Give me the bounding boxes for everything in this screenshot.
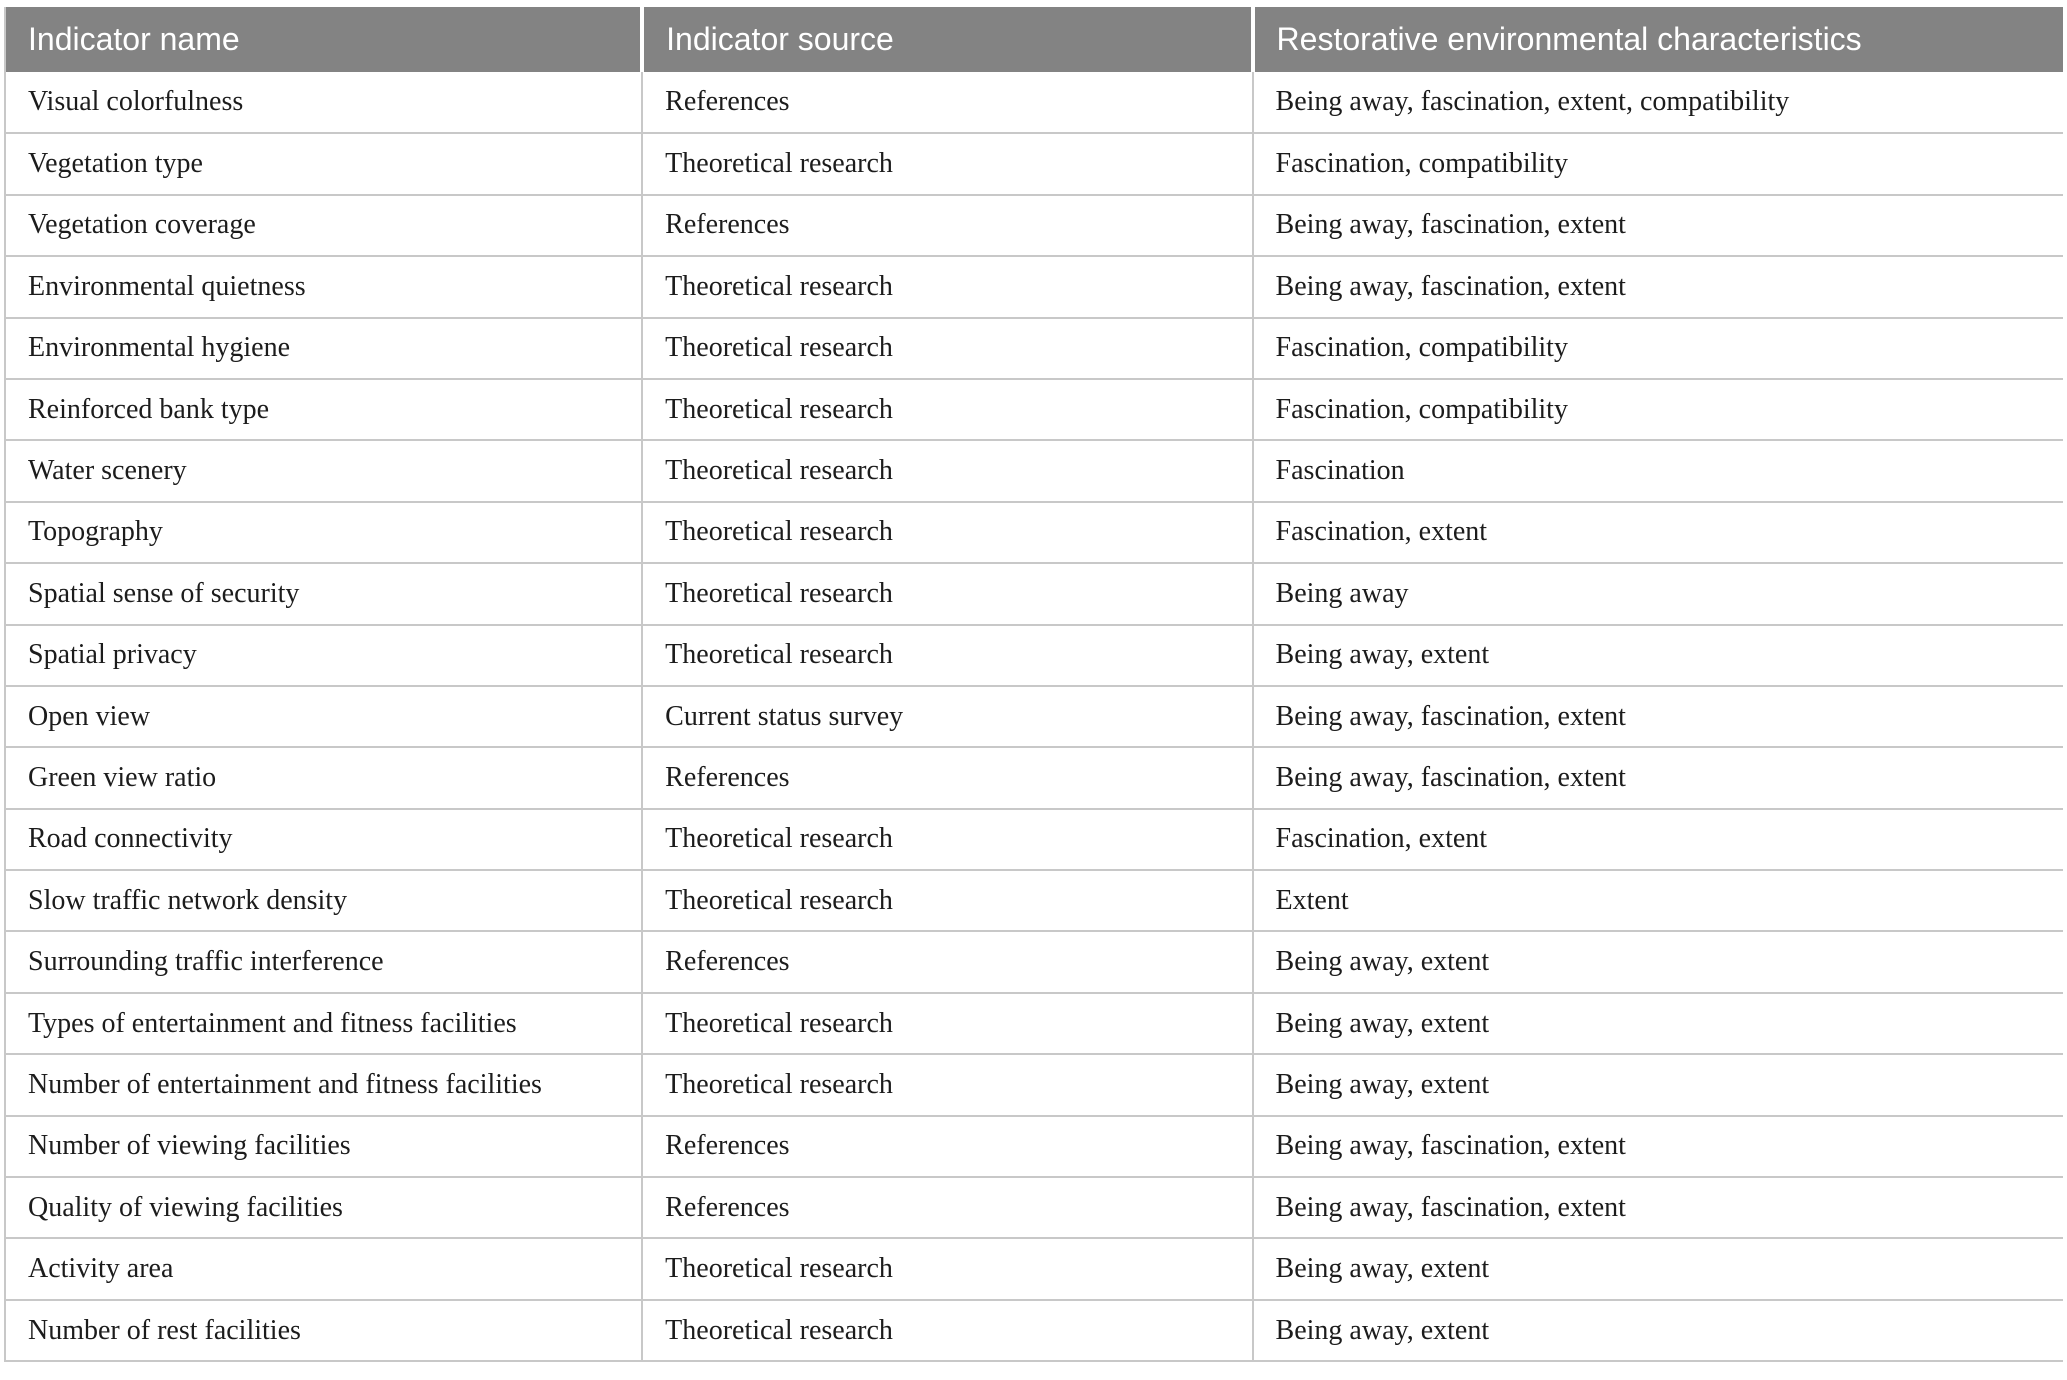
table-row bbox=[5, 379, 2063, 440]
cell-characteristics: Being away, extent bbox=[1253, 1238, 2063, 1299]
cell-indicator-source: Theoretical research bbox=[642, 440, 1252, 501]
cell-indicator-name: Quality of viewing facilities bbox=[5, 1177, 642, 1238]
cell-indicator-name: Number of entertainment and fitness facilities bbox=[5, 1054, 642, 1115]
cell-characteristics: Fascination, compatibility bbox=[1253, 133, 2063, 194]
cell-characteristics: Fascination, extent bbox=[1253, 809, 2063, 870]
cell-characteristics: Fascination bbox=[1253, 440, 2063, 501]
cell-characteristics: Being away, fascination, extent bbox=[1253, 195, 2063, 256]
cell-characteristics: Being away, fascination, extent bbox=[1253, 1116, 2063, 1177]
table-row bbox=[5, 195, 2063, 256]
table-row bbox=[5, 1116, 2063, 1177]
table-row bbox=[5, 318, 2063, 379]
column-header-indicator-name: Indicator name bbox=[5, 7, 642, 72]
cell-indicator-name: Spatial privacy bbox=[5, 625, 642, 686]
table-row bbox=[5, 1177, 2063, 1238]
column-header-indicator-source: Indicator source bbox=[642, 7, 1252, 72]
cell-indicator-name: Visual colorfulness bbox=[5, 72, 642, 133]
table-row bbox=[5, 1054, 2063, 1115]
table-row bbox=[5, 502, 2063, 563]
cell-indicator-source: Current status survey bbox=[642, 686, 1252, 747]
cell-characteristics: Being away, fascination, extent, compatibility bbox=[1253, 72, 2063, 133]
table-row bbox=[5, 931, 2063, 992]
cell-indicator-source: Theoretical research bbox=[642, 625, 1252, 686]
cell-indicator-name: Green view ratio bbox=[5, 747, 642, 808]
cell-indicator-source: References bbox=[642, 1177, 1252, 1238]
table-row bbox=[5, 1300, 2063, 1361]
cell-indicator-source: Theoretical research bbox=[642, 1054, 1252, 1115]
cell-indicator-source: References bbox=[642, 72, 1252, 133]
cell-characteristics: Being away, fascination, extent bbox=[1253, 1177, 2063, 1238]
table-row bbox=[5, 72, 2063, 133]
cell-characteristics: Being away, fascination, extent bbox=[1253, 256, 2063, 317]
table-row bbox=[5, 809, 2063, 870]
table-header bbox=[5, 7, 2063, 72]
cell-characteristics: Being away, fascination, extent bbox=[1253, 686, 2063, 747]
cell-indicator-name: Reinforced bank type bbox=[5, 379, 642, 440]
cell-indicator-source: Theoretical research bbox=[642, 256, 1252, 317]
cell-characteristics: Fascination, compatibility bbox=[1253, 318, 2063, 379]
cell-characteristics: Fascination, extent bbox=[1253, 502, 2063, 563]
cell-indicator-source: References bbox=[642, 747, 1252, 808]
cell-indicator-source: Theoretical research bbox=[642, 1300, 1252, 1361]
indicator-table bbox=[4, 7, 2063, 1362]
cell-characteristics: Being away, extent bbox=[1253, 1054, 2063, 1115]
table-row bbox=[5, 870, 2063, 931]
cell-characteristics: Being away bbox=[1253, 563, 2063, 624]
table-row bbox=[5, 440, 2063, 501]
cell-indicator-source: Theoretical research bbox=[642, 993, 1252, 1054]
cell-indicator-name: Number of viewing facilities bbox=[5, 1116, 642, 1177]
cell-characteristics: Being away, extent bbox=[1253, 993, 2063, 1054]
table-row bbox=[5, 133, 2063, 194]
table-row bbox=[5, 625, 2063, 686]
table-row bbox=[5, 686, 2063, 747]
cell-indicator-name: Topography bbox=[5, 502, 642, 563]
cell-indicator-source: Theoretical research bbox=[642, 133, 1252, 194]
cell-indicator-source: References bbox=[642, 1116, 1252, 1177]
header-row bbox=[5, 7, 2063, 72]
table-row bbox=[5, 563, 2063, 624]
table-row bbox=[5, 1238, 2063, 1299]
cell-indicator-name: Environmental quietness bbox=[5, 256, 642, 317]
cell-indicator-source: Theoretical research bbox=[642, 318, 1252, 379]
cell-indicator-source: Theoretical research bbox=[642, 379, 1252, 440]
cell-indicator-source: Theoretical research bbox=[642, 1238, 1252, 1299]
cell-indicator-name: Slow traffic network density bbox=[5, 870, 642, 931]
cell-indicator-name: Types of entertainment and fitness facilities bbox=[5, 993, 642, 1054]
cell-indicator-name: Spatial sense of security bbox=[5, 563, 642, 624]
cell-indicator-source: Theoretical research bbox=[642, 809, 1252, 870]
cell-characteristics: Extent bbox=[1253, 870, 2063, 931]
cell-indicator-name: Environmental hygiene bbox=[5, 318, 642, 379]
cell-indicator-source: Theoretical research bbox=[642, 870, 1252, 931]
cell-indicator-source: Theoretical research bbox=[642, 502, 1252, 563]
table-row bbox=[5, 993, 2063, 1054]
cell-indicator-source: References bbox=[642, 195, 1252, 256]
cell-indicator-source: References bbox=[642, 931, 1252, 992]
column-header-restorative-characteristics: Restorative environmental characteristics bbox=[1253, 7, 2063, 72]
cell-indicator-name: Surrounding traffic interference bbox=[5, 931, 642, 992]
cell-indicator-name: Open view bbox=[5, 686, 642, 747]
cell-indicator-name: Road connectivity bbox=[5, 809, 642, 870]
table-body bbox=[5, 72, 2063, 1361]
table-row bbox=[5, 256, 2063, 317]
cell-indicator-name: Number of rest facilities bbox=[5, 1300, 642, 1361]
cell-indicator-name: Vegetation coverage bbox=[5, 195, 642, 256]
indicator-table-container bbox=[4, 7, 2063, 1362]
cell-indicator-name: Activity area bbox=[5, 1238, 642, 1299]
table-row bbox=[5, 747, 2063, 808]
cell-indicator-name: Vegetation type bbox=[5, 133, 642, 194]
cell-characteristics: Being away, extent bbox=[1253, 1300, 2063, 1361]
cell-characteristics: Fascination, compatibility bbox=[1253, 379, 2063, 440]
cell-indicator-name: Water scenery bbox=[5, 440, 642, 501]
cell-characteristics: Being away, fascination, extent bbox=[1253, 747, 2063, 808]
cell-characteristics: Being away, extent bbox=[1253, 931, 2063, 992]
cell-indicator-source: Theoretical research bbox=[642, 563, 1252, 624]
cell-characteristics: Being away, extent bbox=[1253, 625, 2063, 686]
